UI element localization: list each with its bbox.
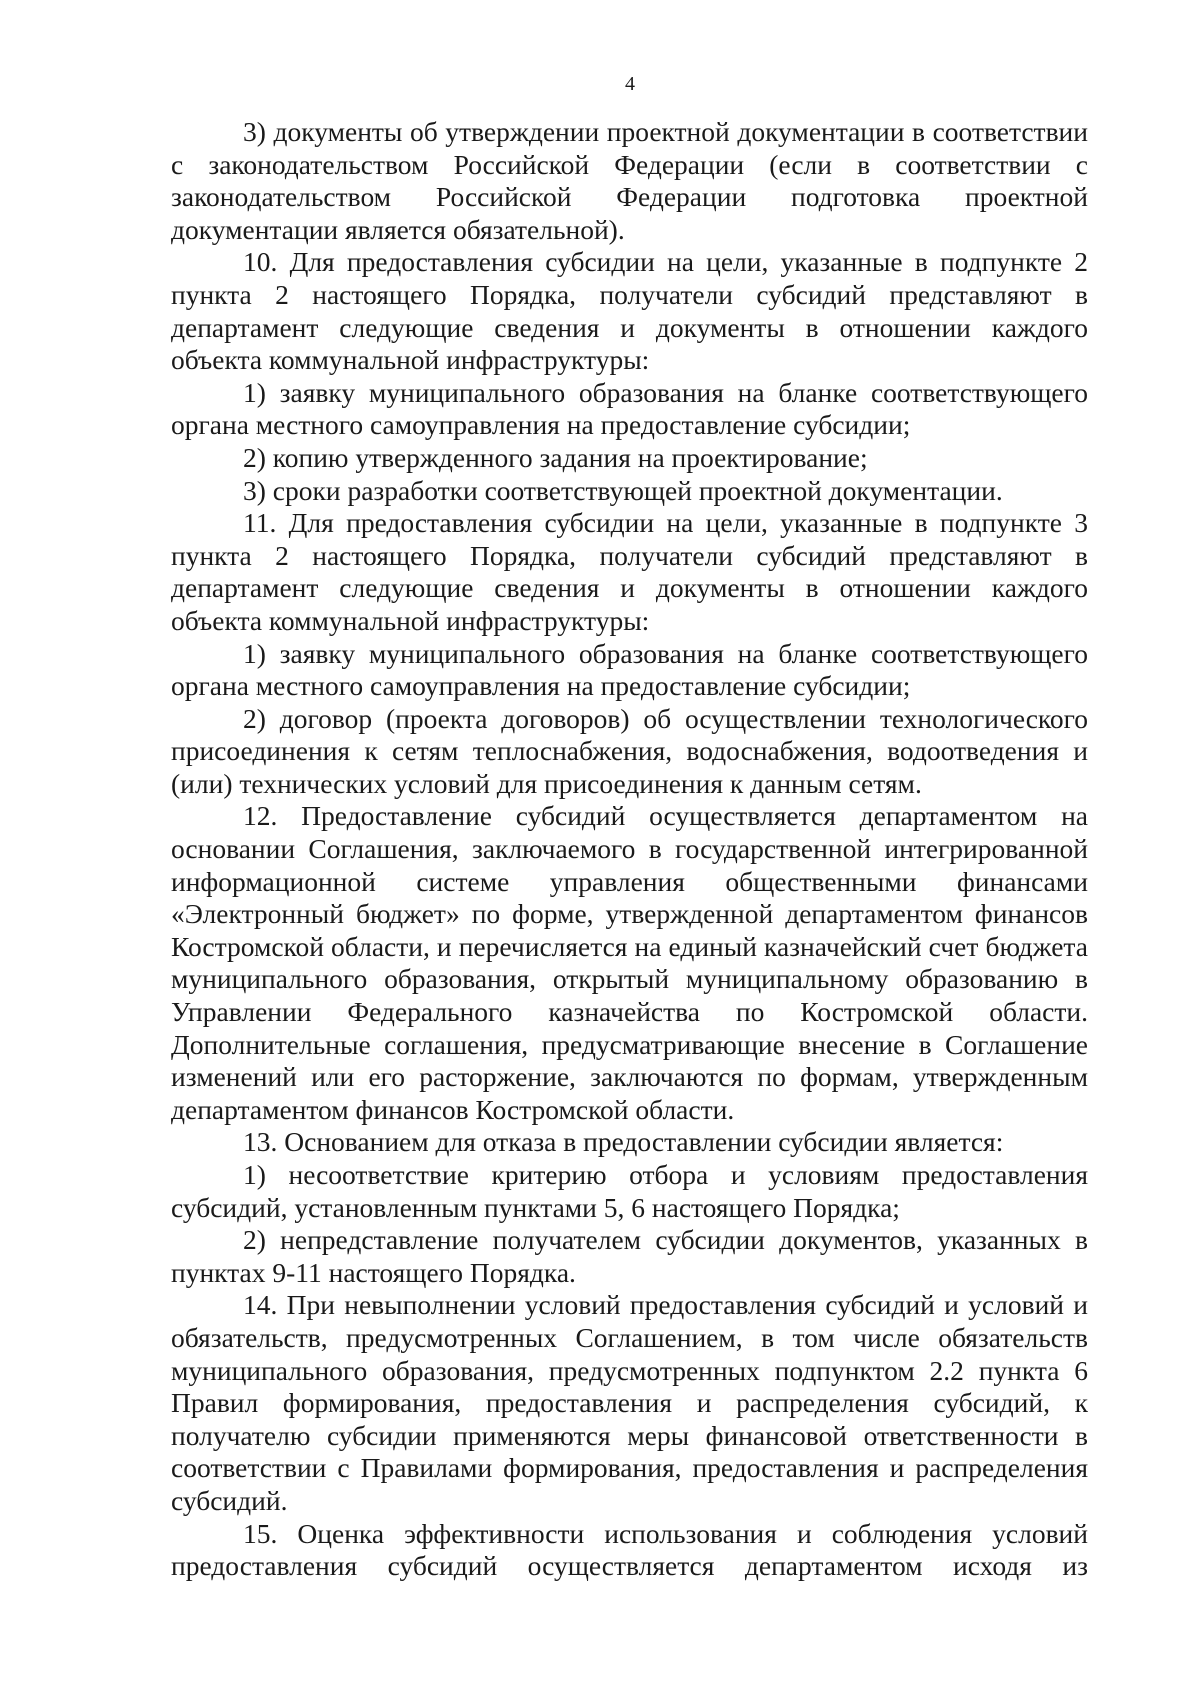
paragraph-13-item-2: 2) непредставление получателем субсидии документов, указанных в пунктах 9-11 настоящего Порядка.: [171, 1224, 1088, 1288]
paragraph-11: 11. Для предоставления субсидии на цели, указанные в подпункте 3 пункта 2 настоящего Порядка, получатели субсидий представляют в департамент следующие сведения и документы в отношении каждого объекта коммунальной инфраструктуры:: [171, 507, 1088, 636]
paragraph-10-item-3: 3) сроки разработки соответствующей проектной документации.: [243, 474, 1003, 506]
paragraph-13: 13. Основанием для отказа в предоставлении субсидии является:: [243, 1126, 1004, 1158]
page-number: 4: [625, 73, 635, 95]
paragraph-13-item-1: 1) несоответствие критерию отбора и условиям предоставления субсидий, установленным пунктами 5, 6 настоящего Порядка;: [171, 1159, 1088, 1223]
paragraph-15: 15. Оценка эффективности использования и соблюдения условий предоставления субсидий осуществляется департаментом исходя из: [171, 1517, 1088, 1582]
paragraph-10: 10. Для предоставления субсидии на цели, указанные в подпункте 2 пункта 2 настоящего Порядка, получатели субсидий представляют в департамент следующие сведения и документы в отношении каждого объекта коммунальной инфраструктуры:: [171, 246, 1088, 376]
paragraph-10-item-2: 2) копию утвержденного задания на проектирование;: [243, 441, 868, 473]
paragraph-10-item-1: 1) заявку муниципального образования на бланке соответствующего органа местного самоуправления на предоставление субсидии;: [171, 376, 1088, 441]
paragraph-12: 12. Предоставление субсидий осуществляется департаментом на основании Соглашения, заключаемого в государственной интегрированной информационной системе управления общественными финансами «Электронный бюджет» по форме, утвержденной департаментом финансов Костромской области, и перечисляется на единый казначейский счет бюджета муниципального образования, открытый муниципальному образованию в Управлении Федерального казначейства по Костромской области. Дополнительные соглашения, предусматривающие внесение в Соглашение изменений или его расторжение, заключаются по формам, утвержденным департаментом финансов Костромской области.: [171, 800, 1088, 1125]
paragraph-item-3-documents: 3) документы об утверждении проектной документации в соответствии с законодательством Российской Федерации (если в соответствии с законодательством Российской Федерации подготовка проектной документации является обязательной).: [171, 116, 1088, 245]
paragraph-11-item-2: 2) договор (проекта договоров) об осуществлении технологического присоединения к сетям теплоснабжения, водоснабжения, водоотведения и (или) технических условий для присоединения к данным сетям.: [171, 702, 1088, 799]
paragraph-14: 14. При невыполнении условий предоставления субсидий и условий и обязательств, предусмотренных Соглашением, в том числе обязательств муниципального образования, предусмотренных подпунктом 2.2 пункта 6 Правил формирования, предоставления и распределения субсидий, к получателю субсидии применяются меры финансовой ответственности в соответствии с Правилами формирования, предоставления и распределения субсидий.: [171, 1289, 1088, 1516]
paragraph-11-item-1: 1) заявку муниципального образования на бланке соответствующего органа местного самоуправления на предоставление субсидии;: [171, 637, 1088, 702]
document-body: [171, 116, 1088, 1583]
